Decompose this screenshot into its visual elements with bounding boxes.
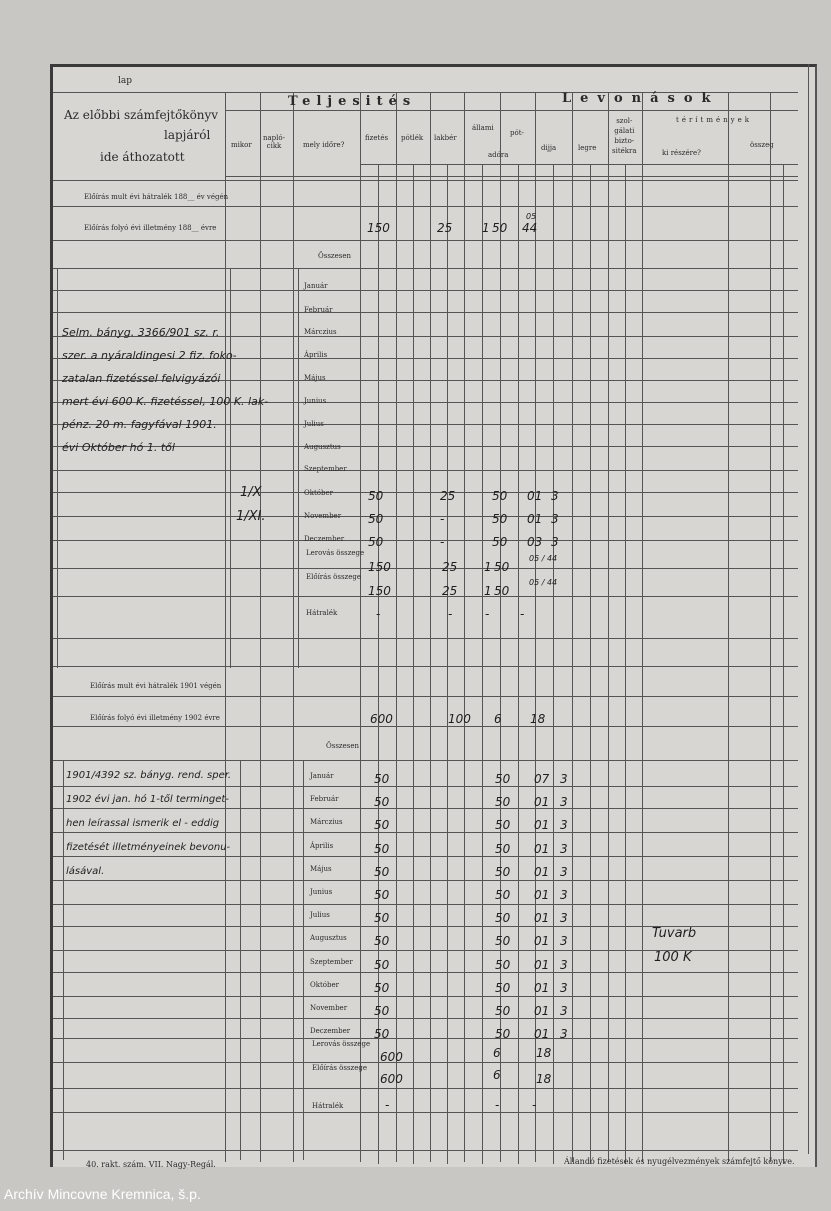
s2-row-pot: 01 xyxy=(534,841,550,856)
s2-row-dijja: 3 xyxy=(560,911,568,926)
grid-hline xyxy=(53,540,798,541)
s1-eloiras-allami-frt: 1 xyxy=(484,560,492,574)
grid-vline xyxy=(572,92,573,1162)
s1-hatralek-allami: - xyxy=(485,607,490,621)
s1-folyo-lakber: 25 xyxy=(437,221,453,235)
s1-row-dijja: 3 xyxy=(551,489,559,503)
s1-row-allami: 50 xyxy=(492,512,508,526)
col-osszeg: összeg xyxy=(750,141,774,149)
s1-row-lakber: - xyxy=(440,535,445,549)
grid-vline xyxy=(298,268,299,668)
grid-hline xyxy=(53,996,798,997)
s2-row-dijja: 3 xyxy=(560,772,568,786)
grid-vline xyxy=(625,164,626,1164)
col-adora: adóra xyxy=(488,151,509,159)
s1-eloiras-pot: 05 / 44 xyxy=(529,554,558,563)
s1-row-pot: 01 xyxy=(527,489,543,503)
grid-vline xyxy=(518,164,519,1164)
grid-vline xyxy=(430,92,431,1162)
s1-lerovas-fizetes: 150 xyxy=(368,584,391,598)
s1-row-dijja: 3 xyxy=(551,535,559,549)
s2-row-allami: 50 xyxy=(495,934,511,949)
grid-hline xyxy=(53,1088,798,1089)
s2-eloiras-allami: 6 xyxy=(493,1068,501,1082)
grid-vline xyxy=(447,164,448,1164)
s1-month-label: Szeptember xyxy=(304,465,347,473)
s2-eloiras-pot: 18 xyxy=(536,1072,552,1086)
s2-row-fizetes: 50 xyxy=(374,888,390,902)
s1-osszesen: Összesen xyxy=(318,252,351,260)
s2-row-fizetes: 50 xyxy=(374,772,390,786)
s2-eloiras-label: Előírás összege xyxy=(312,1064,367,1072)
grid-vline xyxy=(260,92,261,1162)
s2-row-allami: 50 xyxy=(495,864,511,879)
s2-row-allami: 50 xyxy=(495,795,511,810)
s2-note-line: fizetését illetményeinek bevonu- xyxy=(66,842,231,853)
grid-hline xyxy=(53,904,798,905)
grid-vline xyxy=(464,92,465,1162)
s1-mikor-1: 1/X xyxy=(240,485,262,500)
s2-note-line: hen leírassal ismerik el - eddig xyxy=(66,818,220,829)
s1-note-line: évi Október hó 1. től xyxy=(62,441,175,454)
s1-row-fizetes: 50 xyxy=(368,489,384,503)
s2-folyo-lakber: 100 xyxy=(448,712,471,726)
s1-mikor-2: 1/XI. xyxy=(236,509,266,524)
s2-hatralek-allami: - xyxy=(495,1098,500,1112)
s2-row-fizetes: 50 xyxy=(374,795,390,810)
s2-folyo-fizetes: 600 xyxy=(370,712,393,726)
grid-vline xyxy=(770,92,771,1162)
teljesites-heading: Teljesités xyxy=(288,94,417,109)
s2-folyo-pot: 18 xyxy=(530,712,546,726)
s1-row-dijja: 3 xyxy=(551,512,559,526)
grid-vline xyxy=(240,760,241,1160)
s1-row-allami: 50 xyxy=(492,535,508,549)
s2-row-pot: 01 xyxy=(534,795,550,810)
grid-hline xyxy=(53,786,798,787)
grid-vline xyxy=(482,164,483,1164)
s1-lerovas-lakber: 25 xyxy=(442,584,458,598)
grid-hline xyxy=(53,1018,798,1019)
grid-vline xyxy=(553,164,554,1164)
s2-row-allami: 50 xyxy=(495,957,511,972)
s2-row-fizetes: 50 xyxy=(374,934,390,949)
s2-row-month: Január xyxy=(310,772,334,780)
grid-hline xyxy=(53,516,798,517)
grid-vline xyxy=(590,164,591,1164)
s2-row-month: Márczius xyxy=(310,818,343,827)
s2-row-pot: 01 xyxy=(534,864,550,879)
s2-row-dijja: 3 xyxy=(560,980,568,995)
grid-hline xyxy=(225,110,798,111)
s2-lerovas-allami: 6 xyxy=(493,1046,501,1060)
s2-row-allami: 50 xyxy=(495,1027,511,1042)
s2-row-allami: 50 xyxy=(495,841,511,856)
grid-hline xyxy=(53,206,798,207)
s2-lerovas-fizetes: 600 xyxy=(380,1050,403,1064)
s2-row-allami: 50 xyxy=(495,980,511,995)
col-mely-idore: mely időre? xyxy=(303,141,345,149)
s1-note-line: zatalan fizetéssel felvigyázói xyxy=(62,372,221,385)
s2-row-month: Szeptember xyxy=(310,957,353,966)
grid-vline xyxy=(728,92,729,1162)
s2-row-dijja: 3 xyxy=(560,795,568,810)
grid-hline xyxy=(225,176,798,177)
s2-row-dijja: 3 xyxy=(560,934,568,949)
s2-row-fizetes: 50 xyxy=(374,818,390,833)
grid-vline xyxy=(535,92,536,1162)
s1-month-label: Május xyxy=(304,374,326,382)
grid-hline xyxy=(53,856,798,857)
s2-row-dijja: 3 xyxy=(560,888,568,902)
lap-label: lap xyxy=(118,76,133,86)
grid-hline xyxy=(53,1038,798,1039)
s2-row-dijja: 3 xyxy=(560,864,568,879)
s2-row-month: Február xyxy=(310,795,339,804)
s2-row-dijja: 3 xyxy=(560,1004,568,1018)
footer-right: Állandó fizetések és nyugélvezmények számfejtő könyve. xyxy=(564,1157,795,1166)
col-dijja: dijja xyxy=(541,144,557,152)
col-potlek: pótlék xyxy=(401,134,424,142)
s2-hatralek-label: Hátralék xyxy=(312,1102,344,1110)
grid-vline xyxy=(360,92,361,1162)
s2-row-allami: 50 xyxy=(495,888,511,902)
s2-row-pot: 01 xyxy=(534,934,550,949)
col-pot: pót- xyxy=(510,129,524,137)
s1-eloiras-lakber: 25 xyxy=(442,560,458,574)
s1-hatralek-pot: - xyxy=(520,607,525,621)
left-header-line1: Az előbbi számfejtőkönyv xyxy=(64,108,219,122)
s2-row-allami: 50 xyxy=(495,772,511,786)
s2-hatralek-fizetes: - xyxy=(385,1098,390,1112)
archive-watermark: Archív Mincovne Kremnica, š.p. xyxy=(4,1186,201,1202)
grid-hline xyxy=(53,312,798,313)
grid-vline xyxy=(413,164,414,1164)
col-naplo: napló- cikk xyxy=(263,134,285,150)
s1-month-label: Julius xyxy=(304,420,324,428)
s2-osszesen: Összesen xyxy=(326,742,359,750)
s1-hatralek-label: Hátralék xyxy=(306,609,338,617)
grid-hline xyxy=(53,568,798,569)
footer-left: 40. rakt. szám. VII. Nagy-Regál. xyxy=(86,1160,216,1169)
s1-lerovas-pot: 05 / 44 xyxy=(529,578,558,587)
levonasok-heading: Levonások xyxy=(562,91,720,106)
s2-row-fizetes: 50 xyxy=(374,1004,390,1018)
s2-row-dijja: 3 xyxy=(560,1027,568,1042)
s2-folyo-allami-frt: 6 xyxy=(494,712,502,726)
s2-row-month: November xyxy=(310,1004,348,1012)
s2-lerovas-pot: 18 xyxy=(536,1046,552,1060)
s1-row-lakber: 25 xyxy=(440,489,456,503)
s1-eloiras-label: Előírás összege xyxy=(306,573,361,581)
s2-row-allami: 50 xyxy=(495,1004,511,1018)
col-allami: állami xyxy=(472,124,494,132)
grid-vline xyxy=(396,92,397,1162)
s1-note-line: szer. a nyáraldingesi 2 fiz. foko- xyxy=(62,349,237,362)
grid-hline xyxy=(53,1150,798,1151)
grid-hline xyxy=(53,268,798,269)
s2-row-fizetes: 50 xyxy=(374,911,390,926)
col-szolgalati: szol- gálati bizto- sitékra xyxy=(612,117,637,155)
s1-note-line: mert évi 600 K. fizetéssel, 100 K. lak- xyxy=(62,395,269,408)
s1-folyo-label: Előírás folyó évi illetmény 188__ évre xyxy=(84,224,217,232)
s1-eloiras-fizetes: 150 xyxy=(368,560,391,574)
grid-vline xyxy=(230,268,231,668)
grid-vline xyxy=(63,760,64,1160)
s1-row-pot: 03 xyxy=(527,535,543,549)
s1-row-pot: 01 xyxy=(527,512,543,526)
s2-row-month: Deczember xyxy=(310,1027,351,1036)
s2-row-fizetes: 50 xyxy=(374,1027,390,1042)
s2-row-dijja: 3 xyxy=(560,818,568,833)
s2-row-fizetes: 50 xyxy=(374,980,390,995)
grid-hline xyxy=(53,666,798,667)
s2-note-line: lásával. xyxy=(66,866,105,877)
grid-vline xyxy=(303,760,304,1160)
s1-month-label: Április xyxy=(304,351,328,359)
s2-hatralek-pot: - xyxy=(532,1098,537,1112)
grid-hline xyxy=(53,470,798,471)
s2-row-pot: 01 xyxy=(534,911,550,926)
s1-month-label: Február xyxy=(304,306,333,314)
s1-folyo-fizetes: 150 xyxy=(367,221,390,235)
s1-row-month: Október xyxy=(304,489,333,497)
s1-month-label: Január xyxy=(304,282,328,290)
grid-hline xyxy=(360,164,798,165)
s1-folyo-pot-1: 05 xyxy=(526,212,537,221)
s2-row-allami: 50 xyxy=(495,818,511,833)
grid-hline xyxy=(53,1062,798,1063)
col-teritmenyek: térítmények xyxy=(676,116,752,124)
s1-month-label: Junius xyxy=(304,397,327,405)
s1-row-month: Deczember xyxy=(304,535,345,543)
s2-row-month: Junius xyxy=(310,888,333,896)
grid-hline xyxy=(53,240,798,241)
s1-folyo-allami-frt: 1 xyxy=(482,221,490,235)
grid-hline xyxy=(53,638,798,639)
s2-row-fizetes: 50 xyxy=(374,864,390,879)
s2-row-pot: 01 xyxy=(534,957,550,972)
s1-lerovas-label: Lerovás összege xyxy=(306,549,365,557)
s1-eloiras-allami-kr: 50 xyxy=(494,560,510,574)
col-ki-reszere: ki részére? xyxy=(662,149,701,157)
s2-row-month: Julius xyxy=(310,911,330,920)
s2-row-allami: 50 xyxy=(495,911,511,926)
s1-row-allami: 50 xyxy=(492,489,508,503)
s1-month-label: Márczius xyxy=(304,328,337,336)
s1-mult-label: Előírás mult évi hátralék 188__ év végén xyxy=(84,193,229,201)
s2-terit-name: Tuvarb xyxy=(652,926,697,941)
s1-row-fizetes: 50 xyxy=(368,535,384,549)
s2-row-pot: 07 xyxy=(534,772,550,786)
grid-vline xyxy=(293,92,294,1162)
s1-month-label: Augusztus xyxy=(304,443,341,451)
grid-hline xyxy=(53,180,798,181)
grid-hline xyxy=(53,726,798,727)
s2-row-month: Augusztus xyxy=(310,934,347,943)
grid-hline xyxy=(53,492,798,493)
grid-hline xyxy=(53,290,798,291)
s2-note-line: 1902 évi jan. hó 1-től terminget- xyxy=(66,794,229,805)
s1-lerovas-allami-kr: 50 xyxy=(494,584,510,598)
s2-row-dijja: 3 xyxy=(560,957,568,972)
s2-eloiras-fizetes: 600 xyxy=(380,1072,403,1086)
grid-hline xyxy=(53,596,798,597)
s2-mult-label: Előírás mult évi hátralék 1901 végén xyxy=(90,682,222,690)
grid-hline xyxy=(53,832,798,833)
grid-vline xyxy=(783,164,784,1164)
grid-vline xyxy=(225,92,226,1162)
s1-row-month: November xyxy=(304,512,342,520)
s2-terit-amount: 100 K xyxy=(654,950,692,965)
s1-note-line: Selm. bányg. 3366/901 sz. r. xyxy=(62,326,220,339)
grid-vline xyxy=(608,92,609,1162)
s2-row-pot: 01 xyxy=(534,818,550,833)
grid-vline xyxy=(57,268,58,668)
grid-vline xyxy=(642,92,643,1162)
s2-folyo-label: Előírás folyó évi illetmény 1902 évre xyxy=(90,714,220,722)
s1-folyo-allami-kr: 50 xyxy=(492,221,508,235)
grid-hline xyxy=(53,696,798,697)
s2-lerovas-label: Lerovás összege xyxy=(312,1040,371,1048)
s1-row-fizetes: 50 xyxy=(368,512,384,526)
s1-lerovas-allami-frt: 1 xyxy=(484,584,492,598)
s1-hatralek-lakber: - xyxy=(448,607,453,621)
grid-hline xyxy=(53,880,798,881)
s2-note-line: 1901/4392 sz. bányg. rend. sper. xyxy=(66,770,232,781)
col-mikor: mikor xyxy=(231,141,252,149)
grid-vline xyxy=(500,92,501,1162)
grid-hline xyxy=(53,1112,798,1113)
s2-row-month: Október xyxy=(310,980,339,989)
s2-row-pot: 01 xyxy=(534,1004,550,1018)
col-lakber: lakbér xyxy=(434,134,457,142)
s2-row-pot: 01 xyxy=(534,980,550,995)
grid-hline xyxy=(53,760,798,761)
s2-row-fizetes: 50 xyxy=(374,841,390,856)
s2-row-month: Április xyxy=(310,841,334,850)
s2-row-dijja: 3 xyxy=(560,841,568,856)
s1-hatralek-fizetes: - xyxy=(376,607,381,621)
grid-hline xyxy=(53,808,798,809)
s2-row-pot: 01 xyxy=(534,888,550,902)
s2-row-fizetes: 50 xyxy=(374,957,390,972)
s2-row-pot: 01 xyxy=(534,1027,550,1042)
s1-folyo-pot-2: 44 xyxy=(522,221,538,235)
s1-note-line: pénz. 20 m. fagyfával 1901. xyxy=(62,418,217,431)
left-header-line3: ide áthozatott xyxy=(100,150,185,164)
col-fizetes: fizetés xyxy=(365,134,389,142)
s2-row-month: Május xyxy=(310,864,332,873)
s1-row-lakber: - xyxy=(440,512,445,526)
col-legre: legre xyxy=(578,144,597,152)
grid-hline xyxy=(53,972,798,973)
left-header-line2: lapjáról xyxy=(164,128,211,142)
grid-vline xyxy=(808,64,809,1154)
